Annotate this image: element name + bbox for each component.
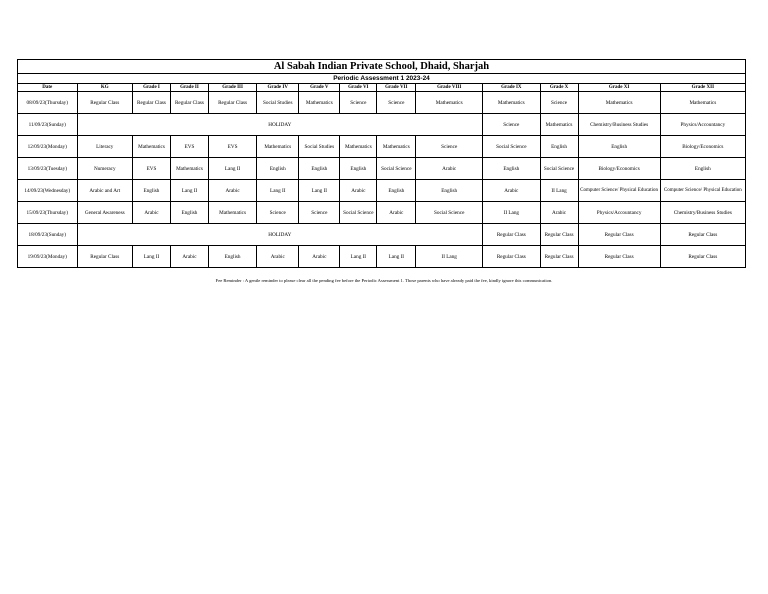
subject-cell: Regular Class <box>660 224 745 246</box>
subject-cell: Chemistry/Business Studies <box>578 114 660 136</box>
subject-cell: II Lang <box>540 180 578 202</box>
fee-reminder: Fee Reminder : A gentle reminder to please clear all the pending fee before the Periodic Assessment 1. Those parents who have already paid the fee, kindly ignore this communication. <box>215 278 553 283</box>
subject-cell: EVS <box>208 136 256 158</box>
table-row <box>18 180 746 202</box>
column-header: Grade IX <box>483 84 541 92</box>
subject-cell: Mathematics <box>299 92 340 114</box>
subject-cell: Lang II <box>132 246 170 268</box>
subject-cell: Regular Class <box>132 92 170 114</box>
subject-cell: English <box>377 180 416 202</box>
subject-cell: Mathematics <box>257 136 299 158</box>
table-row <box>18 246 746 268</box>
subject-cell: English <box>170 202 208 224</box>
subject-cell: Biology/Economics <box>578 158 660 180</box>
subject-cell: Arabic <box>483 180 541 202</box>
subject-cell: Arabic <box>170 246 208 268</box>
date-cell: 15/09/23(Thursday) <box>18 202 78 224</box>
subject-cell: Science <box>540 92 578 114</box>
column-header: Grade VII <box>377 84 416 92</box>
column-header: KG <box>77 84 132 92</box>
date-cell: 12/09/23(Monday) <box>18 136 78 158</box>
subject-cell: EVS <box>170 136 208 158</box>
subject-cell: Lang II <box>299 180 340 202</box>
subject-cell: English <box>208 246 256 268</box>
subject-cell: Science <box>299 202 340 224</box>
subject-cell: Regular Class <box>483 246 541 268</box>
subject-cell: Mathematics <box>170 158 208 180</box>
subject-cell: English <box>660 158 745 180</box>
subject-cell: Physics/Accountancy <box>660 114 745 136</box>
subject-cell: English <box>540 136 578 158</box>
subject-cell: Arabic <box>340 180 377 202</box>
subject-cell: Computer Science/ Physical Education <box>578 180 660 202</box>
subject-cell: Regular Class <box>77 92 132 114</box>
subject-cell: English <box>132 180 170 202</box>
date-cell: 18/09/23(Sunday) <box>18 224 78 246</box>
table-row <box>18 224 746 246</box>
column-header: Grade V <box>299 84 340 92</box>
subject-cell: Arabic and Art <box>77 180 132 202</box>
subject-cell: Arabic <box>416 158 483 180</box>
subject-cell: Science <box>340 92 377 114</box>
date-cell: 14/09/23(Wednesday) <box>18 180 78 202</box>
date-cell: 19/09/23(Monday) <box>18 246 78 268</box>
subject-cell: General Awareness <box>77 202 132 224</box>
subject-cell: Computer Science/ Physical Education <box>660 180 745 202</box>
subject-cell: Science <box>257 202 299 224</box>
subject-cell: Arabic <box>132 202 170 224</box>
subject-cell: Literacy <box>77 136 132 158</box>
subject-cell: Social Science <box>340 202 377 224</box>
subject-cell: Mathematics <box>483 92 541 114</box>
column-header: Grade IV <box>257 84 299 92</box>
subject-cell: Regular Class <box>540 224 578 246</box>
column-header: Grade XI <box>578 84 660 92</box>
subject-cell: Regular Class <box>77 246 132 268</box>
subject-cell: Mathematics <box>540 114 578 136</box>
table-row <box>18 114 746 136</box>
column-header: Grade VI <box>340 84 377 92</box>
subject-cell: Mathematics <box>377 136 416 158</box>
subject-cell: Numeracy <box>77 158 132 180</box>
column-header: Grade III <box>208 84 256 92</box>
subject-cell: Biology/Economics <box>660 136 745 158</box>
subject-cell: Social Science <box>540 158 578 180</box>
holiday-cell: HOLIDAY <box>77 114 483 136</box>
column-header: Date <box>18 84 78 92</box>
exam-timetable <box>17 83 746 268</box>
subject-cell: Regular Class <box>483 224 541 246</box>
subject-cell: Social Studies <box>299 136 340 158</box>
subject-cell: Science <box>483 114 541 136</box>
subject-cell: Regular Class <box>660 246 745 268</box>
timetable-sheet <box>17 59 746 268</box>
subject-cell: English <box>416 180 483 202</box>
table-row <box>18 158 746 180</box>
subject-cell: Social Science <box>416 202 483 224</box>
table-row <box>18 92 746 114</box>
date-cell: 08/09/23(Thursday) <box>18 92 78 114</box>
subject-cell: Regular Class <box>208 92 256 114</box>
subject-cell: Lang II <box>340 246 377 268</box>
table-row <box>18 136 746 158</box>
subject-cell: Social Studies <box>257 92 299 114</box>
column-header: Grade VIII <box>416 84 483 92</box>
subject-cell: English <box>299 158 340 180</box>
subject-cell: Science <box>377 92 416 114</box>
subject-cell: Lang II <box>377 246 416 268</box>
date-cell: 13/09/23(Tuesday) <box>18 158 78 180</box>
subject-cell: Lang II <box>170 180 208 202</box>
subject-cell: II Lang <box>483 202 541 224</box>
subject-cell: Science <box>416 136 483 158</box>
column-header: Grade II <box>170 84 208 92</box>
subject-cell: Mathematics <box>208 202 256 224</box>
subject-cell: Mathematics <box>340 136 377 158</box>
table-row <box>18 202 746 224</box>
assessment-subtitle: Periodic Assessment 1 2023-24 <box>17 73 746 83</box>
subject-cell: Arabic <box>299 246 340 268</box>
subject-cell: Physics/Accountancy <box>578 202 660 224</box>
column-header: Grade X <box>540 84 578 92</box>
holiday-cell: HOLIDAY <box>77 224 483 246</box>
column-header: Grade XII <box>660 84 745 92</box>
column-header: Grade I <box>132 84 170 92</box>
subject-cell: Regular Class <box>540 246 578 268</box>
subject-cell: Social Science <box>377 158 416 180</box>
subject-cell: Mathematics <box>578 92 660 114</box>
subject-cell: EVS <box>132 158 170 180</box>
subject-cell: Arabic <box>377 202 416 224</box>
school-title: Al Sabah Indian Private School, Dhaid, Sharjah <box>17 59 746 73</box>
subject-cell: English <box>257 158 299 180</box>
subject-cell: Lang II <box>257 180 299 202</box>
subject-cell: Mathematics <box>660 92 745 114</box>
date-cell: 11/09/23(Sunday) <box>18 114 78 136</box>
subject-cell: Chemistry/Business Studies <box>660 202 745 224</box>
subject-cell: Mathematics <box>416 92 483 114</box>
subject-cell: Regular Class <box>578 224 660 246</box>
subject-cell: Arabic <box>540 202 578 224</box>
subject-cell: Mathematics <box>132 136 170 158</box>
header-row <box>18 84 746 92</box>
subject-cell: Social Science <box>483 136 541 158</box>
subject-cell: Lang II <box>208 158 256 180</box>
subject-cell: Arabic <box>208 180 256 202</box>
subject-cell: Regular Class <box>578 246 660 268</box>
subject-cell: II Lang <box>416 246 483 268</box>
subject-cell: Regular Class <box>170 92 208 114</box>
subject-cell: English <box>340 158 377 180</box>
subject-cell: English <box>483 158 541 180</box>
subject-cell: Arabic <box>257 246 299 268</box>
subject-cell: English <box>578 136 660 158</box>
